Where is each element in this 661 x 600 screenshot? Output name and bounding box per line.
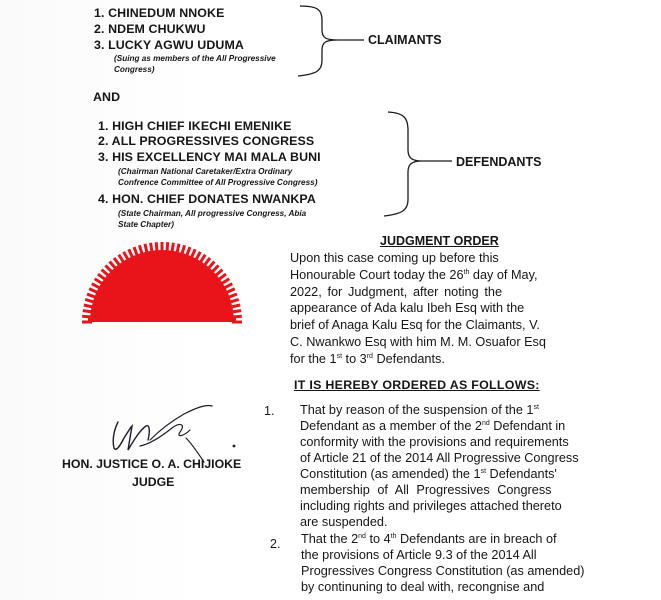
judgment-line-1: Upon this case coming up before this bbox=[290, 251, 499, 265]
claimants-note: (Suing as members of the All Progressive Congress) bbox=[114, 54, 276, 74]
order-2-line-3: Progressives Congress Constitution (as amended) bbox=[301, 564, 585, 578]
defendant-3-note: (Chairman National Caretaker/Extra Ordinary Confrence Committee of All Progressive Congress) bbox=[118, 167, 318, 187]
defendant-item-1: 1. HIGH CHIEF IKECHI EMENIKE bbox=[98, 119, 292, 133]
defendants-label: DEFENDANTS bbox=[456, 155, 542, 169]
defendant-item-4: 4. HON. CHIEF DONATES NWANKPA bbox=[98, 192, 316, 206]
judge-title: JUDGE bbox=[132, 475, 175, 489]
defendant-4-note: (State Chairman, All progressive Congress, Abia State Chapter) bbox=[118, 209, 307, 229]
judge-name: HON. JUSTICE O. A. CHIJIOKE bbox=[62, 457, 242, 471]
judgment-line-3: 2022, for Judgment, after noting the bbox=[290, 285, 503, 299]
claimant-item-2: 2. NDEM CHUKWU bbox=[94, 22, 206, 36]
claimants-label: CLAIMANTS bbox=[368, 33, 442, 47]
judgment-line-6: C. Nwankwo Esq with him M. M. Osuafor Esq bbox=[290, 335, 546, 349]
judgment-line-5: brief of Anaga Kalu Esq for the Claimants, V. bbox=[290, 318, 540, 332]
judgment-line-2: Honourable Court today the 26th day of May, bbox=[290, 268, 538, 282]
judgment-line-4: appearance of Ada kalu Ibeh Esq with the bbox=[290, 301, 525, 315]
order-1-number: 1. bbox=[264, 404, 275, 418]
order-1-line-3: conformity with the provisions and requirements bbox=[300, 435, 569, 449]
claimant-item-1: 1. CHINEDUM NNOKE bbox=[94, 6, 225, 20]
order-1-line-1: That by reason of the suspension of the 1st bbox=[300, 403, 539, 417]
and-text: AND bbox=[93, 90, 121, 104]
claimant-item-3: 3. LUCKY AGWU UDUMA bbox=[94, 38, 244, 52]
order-2-line-2: the provisions of Article 9.3 of the 2014 All bbox=[301, 548, 537, 562]
order-1-line-6: membership of All Progressives Congress bbox=[300, 483, 552, 497]
order-1-line-4: of Article 21 of the 2014 All Progressive Congress bbox=[300, 451, 579, 465]
ordered-heading: IT IS HEREBY ORDERED AS FOLLOWS: bbox=[294, 378, 540, 392]
order-2-line-4: by continuning to deal with, recongnise and bbox=[301, 580, 545, 594]
judgment-line-7: for the 1st to 3rd Defendants. bbox=[290, 352, 445, 366]
defendant-item-2: 2. ALL PROGRESSIVES CONGRESS bbox=[98, 134, 315, 148]
judgment-order-heading: JUDGMENT ORDER bbox=[380, 234, 499, 248]
order-2-line-1: That the 2nd to 4th Defendants are in breach of bbox=[301, 532, 557, 546]
order-1-line-2: Defendant as a member of the 2nd Defendant in bbox=[300, 419, 566, 433]
order-1-line-7: including rights and privileges attached thereto bbox=[300, 499, 562, 513]
order-2-number: 2. bbox=[270, 537, 281, 551]
defendant-item-3: 3. HIS EXCELLENCY MAI MALA BUNI bbox=[98, 150, 321, 164]
order-1-line-5: Constitution (as amended) the 1st Defendants' bbox=[300, 467, 557, 481]
order-1-line-8: are suspended. bbox=[300, 515, 388, 529]
